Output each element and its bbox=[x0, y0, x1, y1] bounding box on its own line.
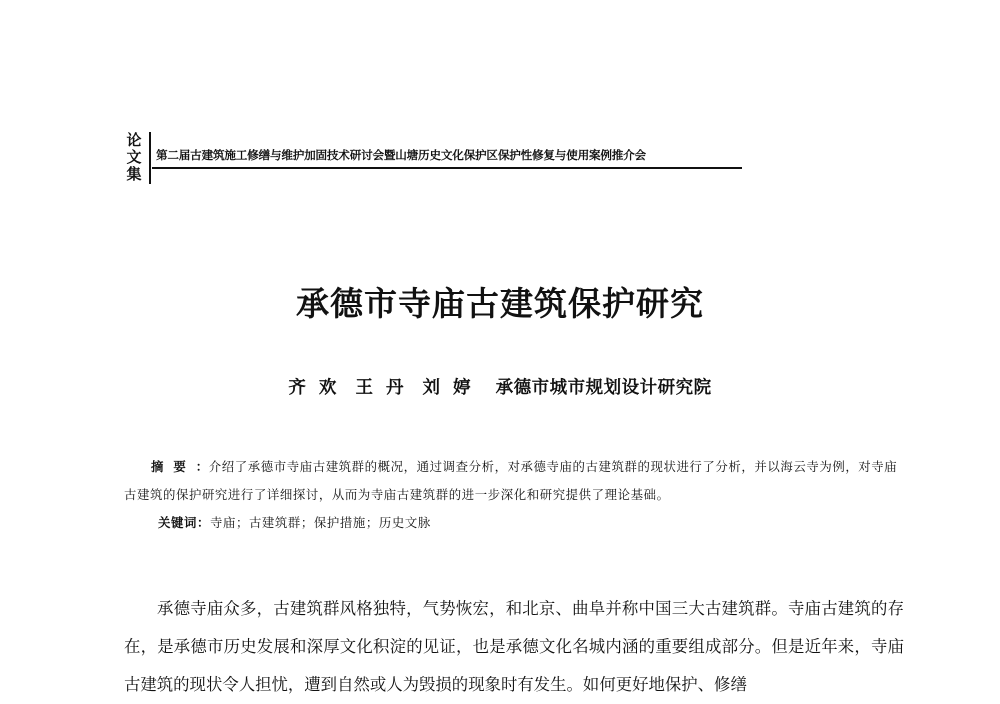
header-vertical-rule bbox=[149, 132, 151, 184]
collection-side-label bbox=[124, 132, 144, 183]
abstract-label-colon: ： bbox=[195, 459, 209, 474]
keywords-label: 关键词： bbox=[158, 515, 210, 530]
conference-series-title: 第二届古建筑施工修缮与维护加固技术研讨会暨山塘历史文化保护区保护性修复与使用案例推介会 bbox=[156, 148, 646, 162]
keywords bbox=[158, 513, 878, 531]
side-label-char: 集 bbox=[126, 165, 142, 183]
paper-title: 承德市寺庙古建筑保护研究 bbox=[296, 284, 704, 323]
author-name: 王丹 bbox=[355, 378, 417, 398]
author-name: 刘婷 bbox=[422, 378, 484, 398]
body-paragraph: 承德寺庙众多，古建筑群风格独特，气势恢宏，和北京、曲阜并称中国三大古建筑群。寺庙古建筑的存在，是承德市历史发展和深厚文化积淀的见证，也是承德文化名城内涵的重要组成部分。但是近年来，寺庙古建筑的现状令人担忧，遭到自然或人为毁损的现象时有发生。如何更好地保护、修缮 bbox=[124, 599, 904, 694]
author-name: 齐欢 bbox=[288, 378, 350, 398]
body-text bbox=[124, 590, 904, 704]
running-header bbox=[124, 132, 740, 186]
author-line bbox=[0, 374, 1000, 399]
author-institution: 承德市城市规划设计研究院 bbox=[495, 378, 712, 398]
keywords-text: 寺庙；古建筑群；保护措施；历史文脉 bbox=[209, 515, 431, 530]
abstract-label: 摘要 bbox=[151, 459, 196, 474]
abstract-text: 介绍了承德市寺庙古建筑群的概况，通过调查分析，对承德寺庙的古建筑群的现状进行了分析，并以海云寺为例，对寺庙古建筑的保护研究进行了详细探讨，从而为寺庙古建筑群的进一步深化和研究提供了理论基础。 bbox=[124, 459, 898, 502]
side-label-char: 文 bbox=[126, 148, 142, 166]
header-horizontal-rule bbox=[152, 167, 742, 169]
side-label-char: 论 bbox=[126, 131, 142, 149]
abstract bbox=[124, 453, 904, 509]
